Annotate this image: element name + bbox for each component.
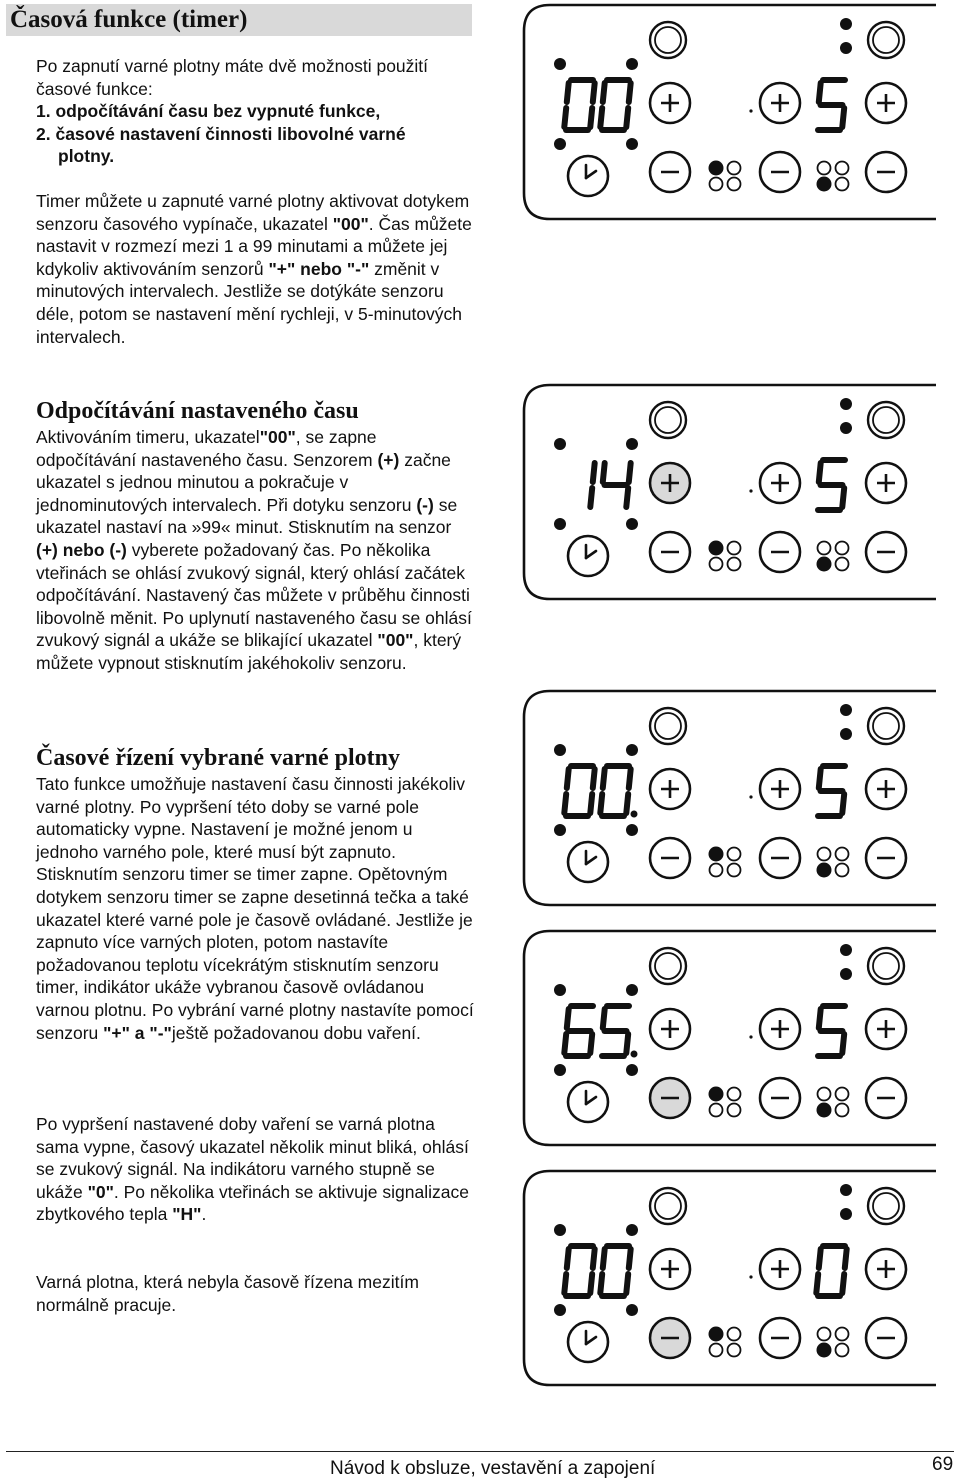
segment xyxy=(845,1249,847,1268)
zone-selector-icon xyxy=(817,1328,849,1358)
zone-dot xyxy=(710,558,723,571)
level-plus-button[interactable] xyxy=(866,1009,906,1049)
power-level-digit xyxy=(818,1006,845,1056)
small-dot xyxy=(749,1035,752,1038)
timer-plus-button[interactable] xyxy=(650,463,690,503)
timer-button[interactable] xyxy=(568,1082,608,1122)
indicator-dot xyxy=(840,18,852,30)
power-button[interactable] xyxy=(650,402,686,438)
timer-minus-button[interactable] xyxy=(650,1318,690,1358)
level-minus-button[interactable] xyxy=(866,1318,906,1358)
timer-digit xyxy=(564,766,594,816)
text-run: ještě požadovanou dobu vaření. xyxy=(171,1022,421,1043)
timer-digit xyxy=(602,1006,629,1056)
indicator-dot xyxy=(554,1304,566,1316)
zone-dot xyxy=(817,1343,832,1358)
indicator-dot xyxy=(626,438,638,450)
indicator-dot xyxy=(554,58,566,70)
indicator-dot xyxy=(554,438,566,450)
button-inner-ring xyxy=(873,953,899,979)
zone-dot xyxy=(836,162,849,175)
zone-dot xyxy=(709,1087,724,1102)
segment xyxy=(600,1274,602,1293)
indicator-dot xyxy=(554,744,566,756)
intro-block xyxy=(36,55,476,348)
segment xyxy=(629,769,631,788)
zone-dot xyxy=(728,1344,741,1357)
bold-run: "+" nebo "-" xyxy=(268,258,370,279)
segment xyxy=(816,1274,818,1293)
zone-dot xyxy=(818,848,831,861)
indicator-dot xyxy=(626,1304,638,1316)
zone-dot xyxy=(728,1104,741,1117)
segment xyxy=(819,1009,821,1028)
section-countdown xyxy=(36,396,476,675)
power-level-digit xyxy=(818,80,845,130)
indicator-dot xyxy=(840,1184,852,1196)
segment xyxy=(603,463,605,482)
power-button[interactable] xyxy=(650,948,686,984)
zone-dot xyxy=(728,162,741,175)
zone-dot xyxy=(710,1344,723,1357)
segment xyxy=(603,1009,605,1028)
level-minus-button[interactable] xyxy=(866,532,906,572)
segment xyxy=(603,83,605,102)
end-paragraph-2-text: Varná plotna, která nebyla časově řízena mezitím normálně pracuje. xyxy=(36,1272,419,1315)
indicator-dot xyxy=(554,984,566,996)
panel-illustration xyxy=(520,928,936,1148)
zone-dot xyxy=(836,1088,849,1101)
timer-digit xyxy=(564,1006,593,1056)
indicator-dot xyxy=(626,58,638,70)
zone-dot xyxy=(836,558,849,571)
bold-run: "00" xyxy=(259,427,296,447)
segment xyxy=(564,108,566,127)
timer-minus-button[interactable] xyxy=(650,1078,690,1118)
segment xyxy=(842,794,844,813)
text-run: Tato funkce umožňuje nastavení času činnosti jakékoliv varné plotny. Po vypršení této doby se varné pole automaticky vypne. Nastavení je možné jenom u jednoho varného pole, které musí být zapnuto. Stisknutím senzoru timer se timer zapne. Opětovným dotykem senzoru timer se zapne desetinná tečka a také ukazatel které varné pole je časově ovládané. Jestliže je zapnuto více varných ploten, potom nastavíte požadovanou teplotu vícekrátým stisknutím senzoru timer, indikátor ukáže vybranou časově ovládanou varnou plotnu. Po vybrání varné plotny nastavíte pomocí senzoru xyxy=(36,774,474,1043)
indicator-dot xyxy=(840,944,852,956)
panel-illustration xyxy=(520,382,936,602)
end-paragraph-1-text xyxy=(36,1113,476,1226)
button-inner-ring xyxy=(655,953,681,979)
power-button[interactable] xyxy=(650,22,686,58)
segment xyxy=(590,1034,592,1053)
zone-minus-button[interactable] xyxy=(760,152,800,192)
button-inner-ring xyxy=(873,27,899,53)
indicator-dot xyxy=(554,1064,566,1076)
zone-dot xyxy=(710,1104,723,1117)
zone-dot xyxy=(709,161,724,176)
segment xyxy=(842,108,844,127)
zone-dot xyxy=(836,178,849,191)
zone-minus-button[interactable] xyxy=(760,1078,800,1118)
footer-text: Návod k obsluze, vestavění a zapojení xyxy=(330,1458,656,1479)
button-inner-ring xyxy=(655,407,681,433)
indicator-dot xyxy=(626,518,638,530)
segment xyxy=(629,83,631,102)
zone-dot xyxy=(710,178,723,191)
bold-run: (+) nebo (-) xyxy=(36,539,127,560)
text-run: se ukazatel nastaví na »99« minut. Stisknutím na senzor xyxy=(36,494,458,538)
timer-digit xyxy=(564,1246,594,1296)
segment xyxy=(593,769,595,788)
control-panel-3 xyxy=(520,688,936,908)
control-panel-2 xyxy=(520,382,936,602)
segment xyxy=(626,488,628,507)
segment xyxy=(603,769,605,788)
zone-dot xyxy=(817,177,832,192)
timer-plus-button[interactable] xyxy=(650,769,690,809)
panel-illustration xyxy=(520,1168,936,1388)
bold-run: "0" xyxy=(87,1181,114,1202)
segment xyxy=(600,108,602,127)
segment xyxy=(593,463,595,482)
segment xyxy=(593,83,595,102)
segment xyxy=(590,794,592,813)
indicator-dot xyxy=(626,824,638,836)
indicator-dot xyxy=(626,1224,638,1236)
zone-dot xyxy=(818,1328,831,1341)
section-timed-control-text xyxy=(36,773,476,1044)
text-run: Aktivováním timeru, ukazatel xyxy=(36,427,260,447)
panel-illustration xyxy=(520,2,936,222)
panel-illustration xyxy=(520,688,936,908)
control-panel-5 xyxy=(520,1168,936,1388)
text-run: . Čas můžete nastavit v rozmezí mezi 1 a 99 minutami a můžete jej kdykoliv aktivováním senzorů xyxy=(36,213,472,279)
text-run: začne ukazatel s jednou minutou a pokračuje v jednominutových intervalech. Při dotyku senzoru xyxy=(36,449,451,515)
segment xyxy=(842,488,844,507)
timer-button[interactable] xyxy=(568,842,608,882)
timer-digit xyxy=(603,463,631,507)
indicator-dot xyxy=(840,422,852,434)
zone-minus-button[interactable] xyxy=(760,532,800,572)
level-minus-button[interactable] xyxy=(866,152,906,192)
bold-run: "00" xyxy=(377,630,414,651)
zone-selector-icon xyxy=(709,541,741,571)
indicator-dot xyxy=(840,728,852,740)
lock-button[interactable] xyxy=(868,948,904,984)
small-dot xyxy=(749,1275,752,1278)
control-panel-1 xyxy=(520,2,936,222)
timer-digit xyxy=(590,463,594,507)
segment xyxy=(819,463,821,482)
power-level-digit xyxy=(818,766,845,816)
bold-run: (-) xyxy=(416,494,434,515)
zone-dot xyxy=(836,542,849,555)
segment xyxy=(626,1034,628,1053)
segment xyxy=(564,1274,566,1293)
text-run: , se zapne odpočítávání nastaveného času. Senzorem xyxy=(36,427,378,470)
segment xyxy=(603,1249,605,1268)
indicator-dot xyxy=(554,138,566,150)
zone-selector-icon xyxy=(709,1087,741,1117)
segment xyxy=(590,488,592,507)
indicator-dot xyxy=(626,984,638,996)
zone-dot xyxy=(818,542,831,555)
level-plus-button[interactable] xyxy=(866,1249,906,1289)
lock-button[interactable] xyxy=(868,22,904,58)
segment xyxy=(593,1249,595,1268)
page-number: 69 xyxy=(932,1454,954,1475)
text-run: změnit v minutových intervalech. Jestliže se dotýkáte senzoru déle, potom se nastavení mění rychleji, v 5-minutových intervalech. xyxy=(36,258,463,347)
timer-digit xyxy=(600,80,630,130)
page-title: Časová funkce (timer) xyxy=(10,6,248,33)
text-run: . xyxy=(201,1204,207,1225)
segment xyxy=(842,1034,844,1053)
zone-dot xyxy=(836,1328,849,1341)
zone-dot xyxy=(836,864,849,877)
indicator-dot xyxy=(554,1224,566,1236)
zone-dot xyxy=(836,1344,849,1357)
bold-run: (+) xyxy=(377,449,400,470)
button-inner-ring xyxy=(655,27,681,53)
segment xyxy=(629,1249,631,1268)
level-plus-button[interactable] xyxy=(866,83,906,123)
zone-dot xyxy=(710,864,723,877)
decimal-point xyxy=(631,811,638,818)
zone-dot xyxy=(728,542,741,555)
section-timed-control xyxy=(36,743,476,1044)
bold-run: "+" a "-" xyxy=(103,1022,172,1043)
zone-dot xyxy=(709,847,724,862)
timer-minus-button[interactable] xyxy=(650,532,690,572)
timer-minus-button[interactable] xyxy=(650,838,690,878)
zone-plus-button[interactable] xyxy=(760,1249,800,1289)
intro-item-1: 1. odpočítávání času bez vypnuté funkce, xyxy=(36,101,381,122)
segment xyxy=(567,1249,569,1268)
indicator-dot xyxy=(840,704,852,716)
zone-dot xyxy=(818,162,831,175)
button-inner-ring xyxy=(873,407,899,433)
segment xyxy=(842,1274,844,1293)
zone-plus-button[interactable] xyxy=(760,463,800,503)
timer-plus-button[interactable] xyxy=(650,83,690,123)
timer-button[interactable] xyxy=(568,156,608,196)
timer-minus-button[interactable] xyxy=(650,152,690,192)
end-paragraph-1 xyxy=(36,1113,476,1226)
zone-dot xyxy=(836,1104,849,1117)
lock-button[interactable] xyxy=(868,1188,904,1224)
zone-selector-icon xyxy=(817,848,849,878)
zone-selector-icon xyxy=(817,542,849,572)
button-inner-ring xyxy=(655,1193,681,1219)
indicator-dot xyxy=(626,138,638,150)
zone-selector-icon xyxy=(709,1327,741,1357)
zone-plus-button[interactable] xyxy=(760,769,800,809)
level-minus-button[interactable] xyxy=(866,838,906,878)
segment xyxy=(564,794,566,813)
zone-selector-icon xyxy=(817,1088,849,1118)
segment xyxy=(626,794,628,813)
zone-dot xyxy=(709,541,724,556)
segment xyxy=(629,463,631,482)
text-run: , který můžete vypnout stisknutím jakéhokoliv senzoru. xyxy=(36,630,462,673)
segment xyxy=(590,108,592,127)
section-countdown-text xyxy=(36,426,476,675)
bold-run: "00" xyxy=(332,213,369,234)
intro-lead: Po zapnutí varné plotny máte dvě možnosti použití časové funkce: xyxy=(36,56,429,99)
segment xyxy=(626,1274,628,1293)
indicator-dot xyxy=(554,518,566,530)
timer-plus-button[interactable] xyxy=(650,1249,690,1289)
button-inner-ring xyxy=(873,1193,899,1219)
indicator-dot xyxy=(626,744,638,756)
zone-minus-button[interactable] xyxy=(760,838,800,878)
indicator-dot xyxy=(626,1064,638,1076)
segment xyxy=(600,794,602,813)
button-inner-ring xyxy=(655,713,681,739)
zone-minus-button[interactable] xyxy=(760,1318,800,1358)
level-minus-button[interactable] xyxy=(866,1078,906,1118)
segment xyxy=(819,769,821,788)
zone-selector-icon xyxy=(817,162,849,192)
zone-dot xyxy=(836,848,849,861)
control-panel-4 xyxy=(520,928,936,1148)
text-run: . Po několika vteřinách se aktivuje signalizace zbytkového tepla xyxy=(36,1181,469,1225)
zone-selector-icon xyxy=(709,847,741,877)
small-dot xyxy=(749,795,752,798)
zone-dot xyxy=(818,1088,831,1101)
button-inner-ring xyxy=(873,713,899,739)
lock-button[interactable] xyxy=(868,402,904,438)
footer-rule xyxy=(6,1451,954,1452)
zone-dot xyxy=(728,848,741,861)
zone-dot xyxy=(728,1328,741,1341)
section-title-timed-control: Časové řízení vybrané varné plotny xyxy=(36,745,400,771)
segment xyxy=(567,1009,569,1028)
timer-digit xyxy=(564,80,594,130)
end-paragraph-2 xyxy=(36,1271,476,1316)
zone-plus-button[interactable] xyxy=(760,1009,800,1049)
segment xyxy=(567,83,569,102)
lock-button[interactable] xyxy=(868,708,904,744)
bold-run: "H" xyxy=(172,1204,202,1225)
timer-button[interactable] xyxy=(568,536,608,576)
level-plus-button[interactable] xyxy=(866,463,906,503)
timer-button[interactable] xyxy=(568,1322,608,1362)
segment xyxy=(590,1274,592,1293)
segment xyxy=(819,83,821,102)
zone-dot xyxy=(817,557,832,572)
indicator-dot xyxy=(554,824,566,836)
zone-dot xyxy=(709,1327,724,1342)
power-button[interactable] xyxy=(650,708,686,744)
zone-selector-icon xyxy=(709,161,741,191)
zone-dot xyxy=(728,178,741,191)
level-plus-button[interactable] xyxy=(866,769,906,809)
decimal-point xyxy=(631,1051,638,1058)
section-title-countdown: Odpočítávání nastaveného času xyxy=(36,398,359,424)
indicator-dot xyxy=(840,1208,852,1220)
intro-paragraph xyxy=(36,190,476,348)
timer-digit xyxy=(600,1246,630,1296)
text-run: Po vypršení nastavené doby vaření se varná plotna sama vypne, časový ukazatel několik minut bliká, ohlásí se zvukový signál. Na indikátoru varného stupně se ukáže xyxy=(36,1114,469,1202)
indicator-dot xyxy=(840,42,852,54)
small-dot xyxy=(749,489,752,492)
zone-dot xyxy=(817,1103,832,1118)
indicator-dot xyxy=(840,968,852,980)
power-level-digit xyxy=(818,460,845,510)
power-level-digit xyxy=(816,1246,846,1296)
indicator-dot xyxy=(840,398,852,410)
timer-digit xyxy=(600,766,630,816)
segment xyxy=(626,108,628,127)
text-run: vyberete požadovaný čas. Po několika vteřinách se ohlásí zvukový signál, který ohlásí začátek odpočítávání. Nastavený čas můžete v průběhu činnosti libovolně měnit. Po uplynutí nastaveného času se ohlásí zvukový signál a ukáže se blikající ukazatel xyxy=(36,539,472,651)
zone-dot xyxy=(728,864,741,877)
segment xyxy=(567,769,569,788)
zone-plus-button[interactable] xyxy=(760,83,800,123)
zone-dot xyxy=(728,1088,741,1101)
timer-plus-button[interactable] xyxy=(650,1009,690,1049)
small-dot xyxy=(749,109,752,112)
segment xyxy=(564,1034,566,1053)
zone-dot xyxy=(728,558,741,571)
zone-dot xyxy=(817,863,832,878)
intro-item-2: 2. časové nastavení činnosti libovolné varné xyxy=(36,123,406,144)
text-run: Timer můžete u zapnuté varné plotny aktivovat dotykem senzoru časového vypínače, ukazatel xyxy=(36,190,470,234)
intro-item-2-cont: plotny. xyxy=(58,146,115,167)
segment xyxy=(819,1249,821,1268)
power-button[interactable] xyxy=(650,1188,686,1224)
